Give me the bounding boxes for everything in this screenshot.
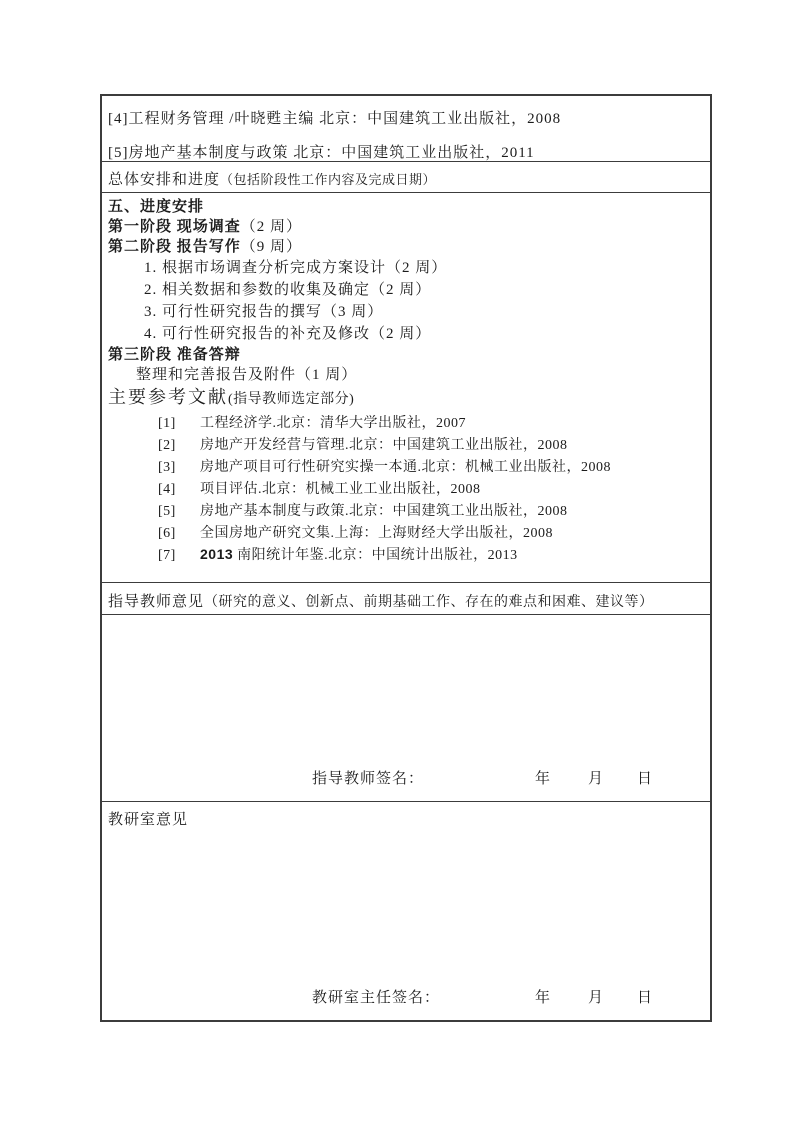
reference-text: 工程经济学.北京：清华大学出版社，2007 — [200, 416, 466, 431]
main-reference-1 — [108, 412, 702, 434]
advisor-opinion-header-row — [102, 583, 710, 615]
reference-text: 房地产项目可行性研究实操一本通.北京：机械工业出版社，2008 — [200, 460, 611, 475]
schedule-stage-2 — [108, 237, 702, 257]
main-references-heading — [108, 385, 702, 412]
stage-3-task: 整理和完善报告及附件（1 周） — [136, 367, 358, 383]
stage-3-title: 第三阶段 准备答辩 — [108, 347, 241, 363]
reference-label: [7] — [158, 548, 176, 563]
advisor-signature-label: 指导教师签名： — [312, 771, 425, 787]
reference-bold-part: 2013 — [200, 546, 234, 562]
reference-text: 全国房地产研究文集.上海：上海财经大学出版社，2008 — [200, 526, 553, 541]
main-reference-7 — [108, 544, 702, 566]
reference-label: [6] — [158, 526, 176, 541]
office-date-month-label: 月 — [588, 990, 605, 1006]
overall-schedule-title: 总体安排和进度 — [108, 172, 221, 188]
schedule-content-row — [102, 193, 710, 583]
stage-2-title: 第二阶段 报告写作 — [108, 239, 241, 255]
office-date-year-label: 年 — [535, 990, 552, 1006]
office-opinion-row — [102, 802, 710, 1020]
schedule-stage-1 — [108, 217, 702, 237]
overall-schedule-note: （包括阶段性工作内容及完成日期） — [220, 172, 437, 187]
reference-label: [1] — [158, 416, 176, 431]
main-reference-2 — [108, 434, 702, 456]
main-references-title: 主要参考文献 — [108, 387, 228, 407]
schedule-stage-3 — [108, 345, 702, 365]
stage-1-title: 第一阶段 现场调查 — [108, 219, 241, 235]
office-signature-line — [102, 986, 710, 1008]
main-reference-5 — [108, 500, 702, 522]
reference-text: 南阳统计年鉴.北京：中国统计出版社，2013 — [233, 548, 518, 563]
reference-label: [5] — [158, 504, 176, 519]
advisor-opinion-body-row — [102, 615, 710, 802]
stage-1-duration: （2 周） — [240, 219, 303, 235]
stage-2-task-1: 1. 根据市场调查分析完成方案设计（2 周） — [144, 260, 448, 276]
main-reference-3 — [108, 456, 702, 478]
advisor-opinion-note: （研究的意义、创新点、前期基础工作、存在的难点和困难、建议等） — [204, 595, 654, 610]
reference-text: 房地产基本制度与政策.北京：中国建筑工业出版社，2008 — [200, 504, 568, 519]
advisor-date-month-label: 月 — [588, 771, 605, 787]
main-reference-4 — [108, 478, 702, 500]
top-references-row — [102, 96, 710, 162]
reference-label: [3] — [158, 460, 176, 475]
advisor-signature-line — [102, 767, 710, 789]
advisor-date-day-label: 日 — [637, 771, 654, 787]
office-opinion-title: 教研室意见 — [108, 812, 189, 828]
advisor-date-year-label: 年 — [535, 771, 552, 787]
reference-entry-5: [5]房地产基本制度与政策 北京：中国建筑工业出版社，2011 — [108, 145, 535, 161]
advisor-opinion-title: 指导教师意见 — [108, 594, 205, 610]
stage-2-duration: （9 周） — [240, 239, 303, 255]
office-date-day-label: 日 — [637, 990, 654, 1006]
stage-2-task-3: 3. 可行性研究报告的撰写（3 周） — [144, 304, 384, 320]
stage-2-task-4: 4. 可行性研究报告的补充及修改（2 周） — [144, 326, 432, 342]
reference-label: [4] — [158, 482, 176, 497]
proposal-form-table — [100, 94, 712, 1022]
reference-text: 项目评估.北京：机械工业工业出版社，2008 — [200, 482, 481, 497]
overall-schedule-header-row — [102, 162, 710, 193]
reference-text: 房地产开发经营与管理.北京：中国建筑工业出版社，2008 — [200, 438, 568, 453]
main-references-note: (指导教师选定部分) — [228, 392, 355, 407]
office-signature-label: 教研室主任签名： — [312, 990, 441, 1006]
stage-2-task-2: 2. 相关数据和参数的收集及确定（2 周） — [144, 282, 432, 298]
main-reference-6 — [108, 522, 702, 544]
reference-label: [2] — [158, 438, 176, 453]
reference-entry-4: [4]工程财务管理 /叶晓甦主编 北京：中国建筑工业出版社，2008 — [108, 111, 562, 127]
schedule-section-title: 五、进度安排 — [108, 199, 205, 215]
